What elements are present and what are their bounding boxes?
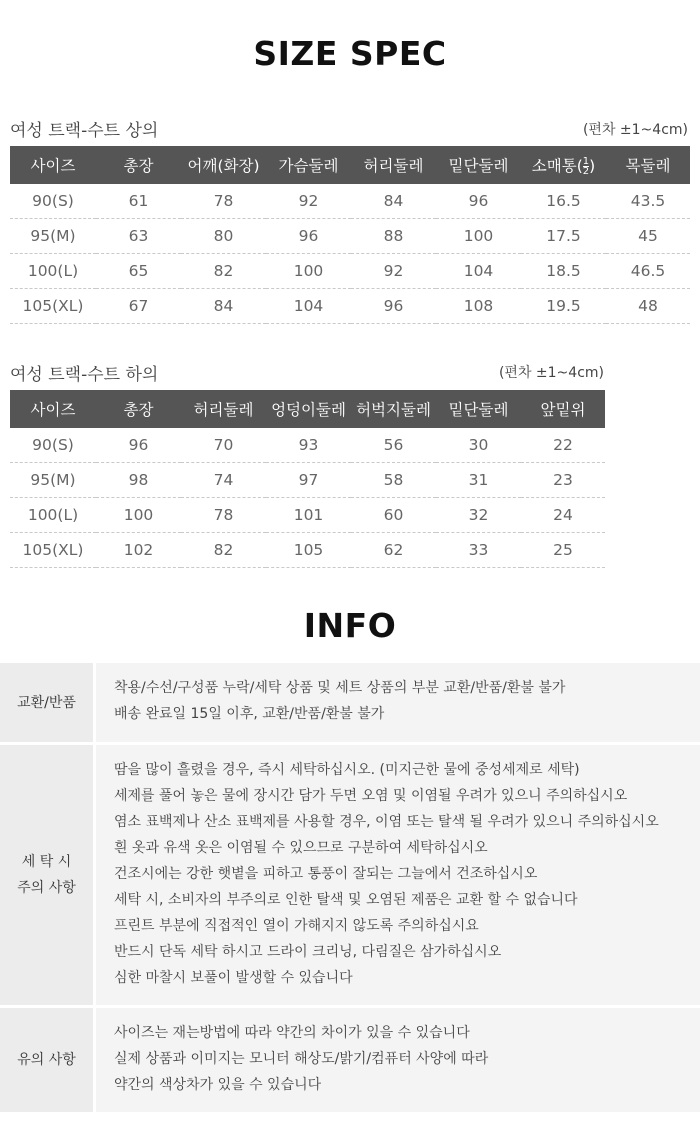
table-cell: 16.5 — [521, 184, 606, 219]
table-row — [10, 498, 605, 533]
info-line: 배송 완료일 15일 이후, 교환/반품/환불 불가 — [114, 706, 385, 722]
label-line: 유의 사항 — [17, 1052, 76, 1068]
table-cell: 84 — [351, 184, 436, 219]
info-title: INFO — [303, 606, 397, 645]
table-cell: 100 — [96, 498, 181, 533]
info-line: 땀을 많이 흘렸을 경우, 즉시 세탁하십시오. (미지근한 물에 중성세제로 세탁) — [114, 762, 580, 778]
header-cell: 사이즈 — [10, 146, 96, 184]
table-cell: 96 — [96, 428, 181, 463]
table-cell: 43.5 — [606, 184, 690, 219]
header-cell: 총장 — [96, 146, 181, 184]
table-cell: 80 — [181, 219, 266, 254]
table-cell: 104 — [266, 289, 351, 324]
header-cell: 밑단둘레 — [436, 146, 521, 184]
bottom-size-table — [10, 390, 605, 568]
info-line: 흰 옷과 유색 옷은 이염될 수 있으므로 구분하여 세탁하십시오 — [114, 840, 488, 856]
info-line: 프린트 부분에 직접적인 열이 가해지지 않도록 주의하십시요 — [114, 918, 479, 934]
table-cell: 63 — [96, 219, 181, 254]
table-cell: 96 — [351, 289, 436, 324]
info-line: 착용/수선/구성품 누락/세탁 상품 및 세트 상품의 부분 교환/반품/환불 불가 — [114, 680, 566, 696]
table-cell: 105(XL) — [10, 533, 96, 568]
table-row — [10, 184, 690, 219]
table-cell: 92 — [351, 254, 436, 289]
info-line: 실제 상품과 이미지는 모니터 해상도/밝기/컴퓨터 사양에 따라 — [114, 1051, 489, 1067]
header-cell: 허리둘레 — [351, 146, 436, 184]
table-cell: 23 — [521, 463, 605, 498]
table-row — [10, 428, 605, 463]
table-cell: 33 — [436, 533, 521, 568]
header-cell: 총장 — [96, 390, 181, 428]
header-cell: 앞밑위 — [521, 390, 605, 428]
table-cell: 31 — [436, 463, 521, 498]
table-cell: 105 — [266, 533, 351, 568]
table-cell: 100(L) — [10, 254, 96, 289]
table-cell: 78 — [181, 184, 266, 219]
table-cell: 101 — [266, 498, 351, 533]
table-cell: 104 — [436, 254, 521, 289]
fraction-numerator: 1 — [582, 156, 590, 167]
table-cell: 24 — [521, 498, 605, 533]
header-cell: 엉덩이둘레 — [266, 390, 351, 428]
table-cell: 96 — [436, 184, 521, 219]
table-cell: 62 — [351, 533, 436, 568]
table-row — [10, 463, 605, 498]
table-row — [10, 533, 605, 568]
table-cell: 82 — [181, 533, 266, 568]
table-cell: 108 — [436, 289, 521, 324]
header-cell: 목둘레 — [606, 146, 690, 184]
info-line: 세탁 시, 소비자의 부주의로 인한 탈색 및 오염된 제품은 교환 할 수 없습니다 — [114, 892, 578, 908]
table-cell: 93 — [266, 428, 351, 463]
table-row — [10, 254, 690, 289]
table-cell: 105(XL) — [10, 289, 96, 324]
label-line: 주의 사항 — [17, 880, 76, 896]
table-cell: 60 — [351, 498, 436, 533]
table-cell: 32 — [436, 498, 521, 533]
header-cell: 밑단둘레 — [436, 390, 521, 428]
table-cell: 100 — [266, 254, 351, 289]
table-cell: 100 — [436, 219, 521, 254]
bottom-tolerance-note: (편차 ±1~4cm) — [498, 365, 604, 381]
table-cell: 65 — [96, 254, 181, 289]
table-cell: 88 — [351, 219, 436, 254]
header-cell: 어깨(화장) — [181, 146, 266, 184]
table-cell: 30 — [436, 428, 521, 463]
table-cell: 70 — [181, 428, 266, 463]
table-cell: 92 — [266, 184, 351, 219]
table-cell: 19.5 — [521, 289, 606, 324]
table-cell: 46.5 — [606, 254, 690, 289]
table-cell: 90(S) — [10, 184, 96, 219]
table-cell: 82 — [181, 254, 266, 289]
table-cell: 84 — [181, 289, 266, 324]
info-table — [0, 663, 700, 1115]
header-cell: 허벅지둘레 — [351, 390, 436, 428]
header-cell: 가슴둘레 — [266, 146, 351, 184]
table-cell: 78 — [181, 498, 266, 533]
table-cell: 67 — [96, 289, 181, 324]
table-cell: 56 — [351, 428, 436, 463]
sleeve-header-close: ) — [589, 157, 596, 175]
table-row — [10, 219, 690, 254]
info-line: 심한 마찰시 보풀이 발생할 수 있습니다 — [114, 970, 353, 986]
info-line: 약간의 색상차가 있을 수 있습니다 — [114, 1077, 322, 1093]
info-line: 반드시 단독 세탁 하시고 드라이 크리닝, 다림질은 삼가하십시오 — [114, 944, 502, 960]
info-label-notice — [0, 1008, 93, 1112]
info-line: 사이즈는 재는방법에 따라 약간의 차이가 있을 수 있습니다 — [114, 1025, 470, 1041]
table-cell: 90(S) — [10, 428, 96, 463]
info-row-washing — [0, 745, 700, 1008]
top-tolerance-note: (편차 ±1~4cm) — [582, 122, 688, 138]
table-row — [10, 289, 690, 324]
header-cell-sleeve — [521, 146, 606, 184]
top-size-table — [10, 146, 690, 324]
label-line: 교환/반품 — [17, 694, 76, 711]
size-spec-title: SIZE SPEC — [253, 34, 447, 73]
table-cell: 98 — [96, 463, 181, 498]
table-cell: 22 — [521, 428, 605, 463]
table-cell: 58 — [351, 463, 436, 498]
info-line: 세제를 풀어 놓은 물에 장시간 담가 두면 오염 및 이염될 우려가 있으니 주의하십시오 — [114, 788, 628, 804]
sleeve-header-text: 소매통( — [531, 157, 583, 175]
header-cell: 사이즈 — [10, 390, 96, 428]
info-row-notice — [0, 1008, 700, 1115]
bottom-section-label: 여성 트랙-수트 하의 — [10, 365, 159, 385]
table-header-row — [10, 390, 605, 428]
label-line: 세 탁 시 — [21, 854, 72, 870]
info-body-exchange — [96, 663, 700, 742]
table-cell: 97 — [266, 463, 351, 498]
table-cell: 61 — [96, 184, 181, 219]
table-header-row — [10, 146, 690, 184]
top-section-label: 여성 트랙-수트 상의 — [10, 121, 159, 141]
info-body-washing — [96, 745, 700, 1005]
fraction-denominator: 2 — [582, 166, 590, 177]
table-cell: 45 — [606, 219, 690, 254]
table-cell: 95(M) — [10, 219, 96, 254]
info-label-exchange — [0, 663, 93, 742]
info-line: 염소 표백제나 산소 표백제를 사용할 경우, 이염 또는 탈색 될 우려가 있으니 주의하십시오 — [114, 814, 659, 830]
table-cell: 102 — [96, 533, 181, 568]
info-line: 건조시에는 강한 햇볕을 피하고 통풍이 잘되는 그늘에서 건조하십시오 — [114, 866, 538, 882]
info-body-notice — [96, 1008, 700, 1112]
table-cell: 48 — [606, 289, 690, 324]
info-label-washing — [0, 745, 93, 1005]
table-cell: 96 — [266, 219, 351, 254]
header-cell: 허리둘레 — [181, 390, 266, 428]
table-cell: 17.5 — [521, 219, 606, 254]
table-cell: 100(L) — [10, 498, 96, 533]
info-row-exchange — [0, 663, 700, 745]
table-cell: 95(M) — [10, 463, 96, 498]
table-cell: 74 — [181, 463, 266, 498]
table-cell: 18.5 — [521, 254, 606, 289]
table-cell: 25 — [521, 533, 605, 568]
